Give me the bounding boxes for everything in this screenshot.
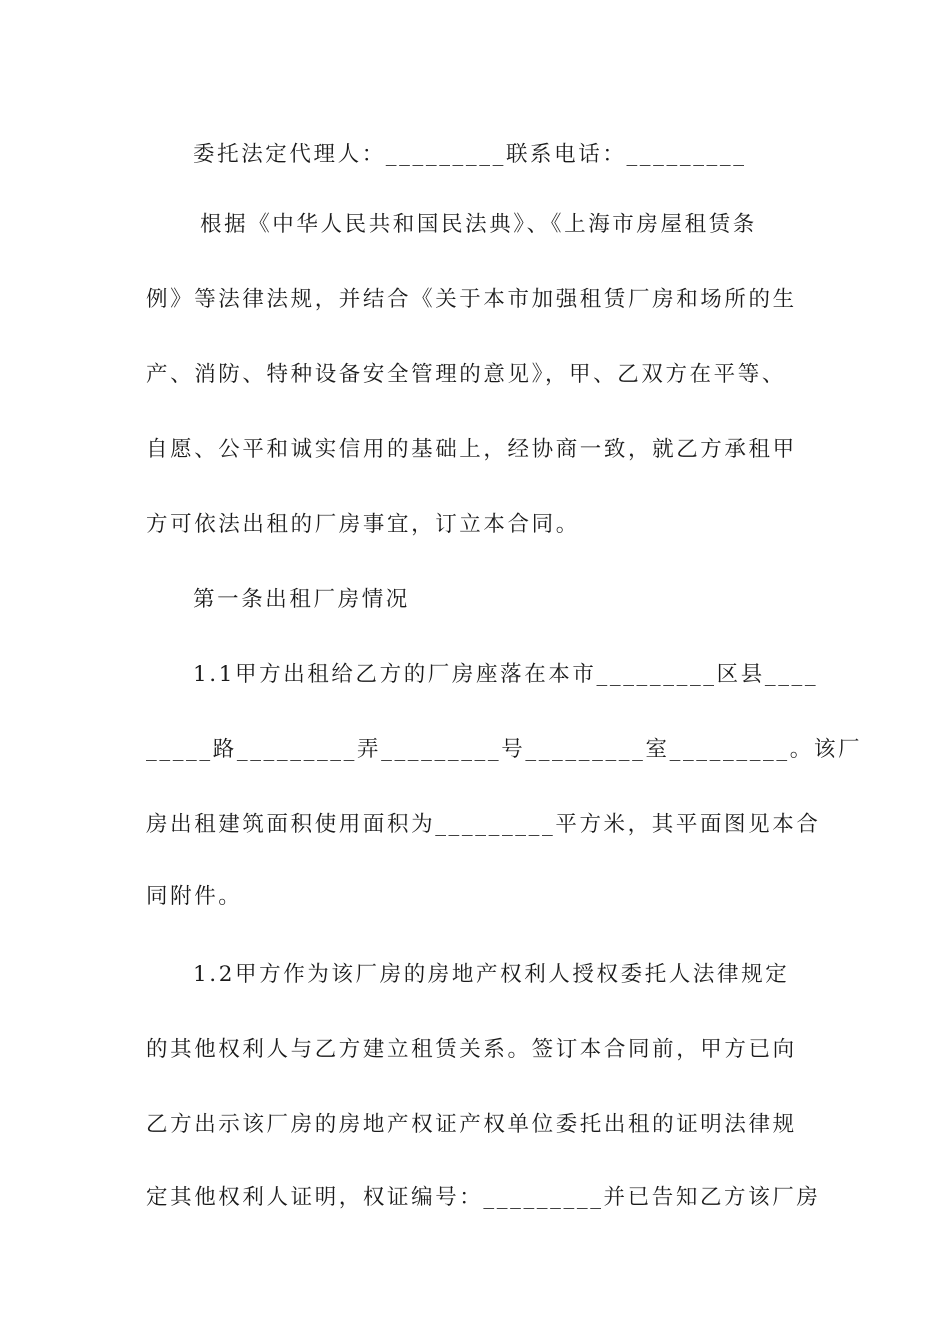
preamble-line-5: 方可依法出租的厂房事宜，订立本合同。: [146, 512, 580, 537]
agent-contact-line: 委托法定代理人：_________联系电话：_________: [193, 142, 747, 167]
preamble-line-4: 自愿、公平和诚实信用的基础上，经协商一致，就乙方承租甲: [146, 437, 797, 462]
clause-1-1-line-2: _____路_________弄_________号_________室_________。该厂: [146, 737, 863, 762]
article-1-heading: 第一条出租厂房情况: [193, 587, 410, 612]
preamble-line-3: 产、消防、特种设备安全管理的意见》，甲、乙双方在平等、: [146, 362, 786, 387]
clause-1-2-line-2: 的其他权利人与乙方建立租赁关系。签订本合同前，甲方已向: [146, 1037, 797, 1062]
clause-1-2-line-1: 1.2甲方作为该厂房的房地产权利人授权委托人法律规定: [193, 962, 790, 987]
preamble-line-1: 根据《中华人民共和国民法典》、《上海市房屋租赁条: [200, 212, 757, 237]
clause-1-2-line-3: 乙方出示该厂房的房地产权证产权单位委托出租的证明法律规: [146, 1112, 797, 1137]
clause-1-1-line-1: 1.1甲方出租给乙方的厂房座落在本市_________区县____: [193, 662, 819, 687]
clause-1-1-line-3: 房出租建筑面积使用面积为_________平方米，其平面图见本合: [146, 812, 821, 837]
preamble-line-2: 例》等法律法规，并结合《关于本市加强租赁厂房和场所的生: [146, 287, 797, 312]
clause-1-1-line-4: 同附件。: [146, 884, 243, 909]
clause-1-2-line-4: 定其他权利人证明，权证编号：_________并已告知乙方该厂房: [146, 1185, 821, 1210]
